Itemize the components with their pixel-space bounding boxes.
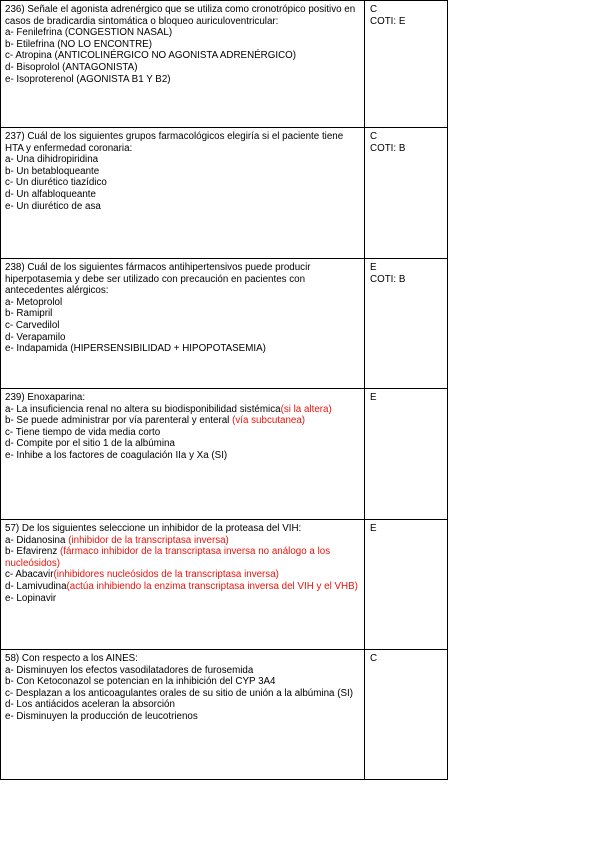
- option-line: [5, 154, 360, 166]
- answer-letter: E: [370, 262, 377, 273]
- question-row: [0, 520, 448, 650]
- question-cell: [1, 520, 365, 649]
- question-text: 236) Señale el agonista adrenérgico que se utiliza como cronotrópico positivo en casos de bradicardia sintomática o bloqueo auriculoventricular:: [5, 4, 356, 27]
- option-line: [5, 343, 360, 355]
- option-line: [5, 569, 360, 581]
- question-row: [0, 0, 448, 128]
- option-line: [5, 62, 360, 74]
- option-text: d- Un alfabloqueante: [5, 188, 96, 200]
- option-text: c- Carvedilol: [5, 319, 60, 331]
- option-text: c- Desplazan a los anticoagulantes orales de su sitio de unión a la albúmina (SI): [5, 687, 353, 699]
- option-text: a- Disminuyen los efectos vasodilatadores de furosemida: [5, 664, 254, 676]
- option-text: c- Atropina (ANTICOLINÉRGICO NO AGONISTA ADRENÉRGICO): [5, 50, 297, 62]
- question-cell: [1, 389, 365, 519]
- option-text: b- Un betabloqueante: [5, 165, 100, 177]
- option-text: b- Con Ketoconazol se potencian en la inhibición del CYP 3A4: [5, 676, 276, 688]
- option-text: e- Disminuyen la producción de leucotrienos: [5, 710, 198, 722]
- option-note: (fármaco inhibidor de la transcriptasa inversa no análogo a los nucleósidos): [5, 546, 331, 569]
- option-line: [5, 581, 360, 593]
- option-text: a- Metoprolol: [5, 296, 63, 308]
- option-text: a- Fenilefrina (CONGESTION NASAL): [5, 27, 173, 39]
- answer-letter: E: [370, 523, 377, 534]
- option-text: c- Tiene tiempo de vida media corto: [5, 426, 161, 438]
- option-line: [5, 332, 360, 344]
- answer-letter: C: [370, 4, 378, 15]
- option-text: b- Ramipril: [5, 308, 53, 320]
- answer-letter: E: [370, 392, 377, 403]
- option-line: [5, 189, 360, 201]
- option-line: [5, 546, 360, 569]
- option-text: a- Una dihidropiridina: [5, 154, 99, 166]
- option-note: (inhibidores nucleósidos de la transcriptasa inversa): [53, 569, 279, 581]
- option-text: e- Indapamida (HIPERSENSIBILIDAD + HIPOPOTASEMIA): [5, 343, 266, 355]
- question-row: [0, 389, 448, 520]
- question-text: 57) De los siguientes seleccione un inhibidor de la proteasa del VIH:: [5, 523, 302, 534]
- question-text: 237) Cuál de los siguientes grupos farmacológicos elegiría si el paciente tiene HTA y enfermedad coronaria:: [5, 131, 344, 154]
- option-line: [5, 177, 360, 189]
- question-text: 238) Cuál de los siguientes fármacos antihipertensivos puede producir hiperpotasemia y debe ser utilizado con precaución en pacientes con antecedentes alérgicos:: [5, 262, 311, 297]
- option-text: d- Verapamilo: [5, 331, 66, 343]
- question-text: 58) Con respecto a los AINES:: [5, 653, 138, 664]
- option-text: e- Un diurético de asa: [5, 200, 101, 212]
- option-line: [5, 74, 360, 86]
- coti-answer: COTI: B: [370, 273, 406, 285]
- option-line: [5, 450, 360, 462]
- answer-cell: [366, 1, 447, 127]
- option-note: (inhibidor de la transcriptasa inversa): [68, 534, 229, 546]
- option-text: c- Un diurético tiazídico: [5, 177, 107, 189]
- option-note: (vía subcutanea): [232, 415, 306, 427]
- answer-cell: [366, 389, 447, 519]
- answer-letter: C: [370, 653, 378, 664]
- answer-letter: C: [370, 131, 378, 142]
- option-line: [5, 415, 360, 427]
- option-line: [5, 39, 360, 51]
- option-text: d- Los antiácidos aceleran la absorción: [5, 699, 175, 711]
- option-text: d- Compite por el sitio 1 de la albúmina: [5, 438, 175, 450]
- option-line: [5, 593, 360, 605]
- question-row: [0, 650, 448, 780]
- answer-cell: [366, 259, 447, 388]
- option-line: [5, 427, 360, 439]
- question-text: 239) Enoxaparina:: [5, 392, 86, 403]
- option-line: [5, 297, 360, 309]
- option-line: [5, 201, 360, 213]
- question-cell: [1, 259, 365, 388]
- coti-answer: COTI: E: [370, 15, 406, 27]
- question-cell: [1, 650, 365, 779]
- question-cell: [1, 128, 365, 258]
- answer-cell: [366, 650, 447, 779]
- option-note: (si la altera): [280, 403, 332, 415]
- option-line: [5, 308, 360, 320]
- question-cell: [1, 1, 365, 127]
- option-line: [5, 688, 360, 700]
- coti-answer: COTI: B: [370, 142, 406, 154]
- answer-cell: [366, 520, 447, 649]
- option-text: d- Lamivudina: [5, 580, 67, 592]
- option-text: d- Bisoprolol (ANTAGONISTA): [5, 61, 138, 73]
- option-line: [5, 699, 360, 711]
- option-text: e- Lopinavir: [5, 592, 57, 604]
- option-line: [5, 711, 360, 723]
- option-text: a- La insuficiencia renal no altera su biodisponibilidad sistémica: [5, 403, 281, 415]
- option-text: e- Inhibe a los factores de coagulación IIa y Xa (SI): [5, 449, 228, 461]
- option-line: [5, 676, 360, 688]
- option-line: [5, 27, 360, 39]
- option-text: b- Efavirenz: [5, 546, 60, 558]
- option-line: [5, 404, 360, 416]
- question-row: [0, 128, 448, 259]
- option-text: c- Abacavir: [5, 569, 54, 581]
- answer-cell: [366, 128, 447, 258]
- option-line: [5, 665, 360, 677]
- option-line: [5, 50, 360, 62]
- option-text: b- Se puede administrar por vía parenteral y enteral: [5, 415, 233, 427]
- option-line: [5, 320, 360, 332]
- option-line: [5, 438, 360, 450]
- option-text: b- Etilefrina (NO LO ENCONTRE): [5, 38, 152, 50]
- question-row: [0, 259, 448, 389]
- option-note: (actúa inhibiendo la enzima transcriptasa inversa del VIH y el VHB): [66, 580, 358, 592]
- option-text: a- Didanosina: [5, 534, 69, 546]
- option-line: [5, 166, 360, 178]
- option-text: e- Isoproterenol (AGONISTA B1 Y B2): [5, 73, 171, 85]
- option-line: [5, 535, 360, 547]
